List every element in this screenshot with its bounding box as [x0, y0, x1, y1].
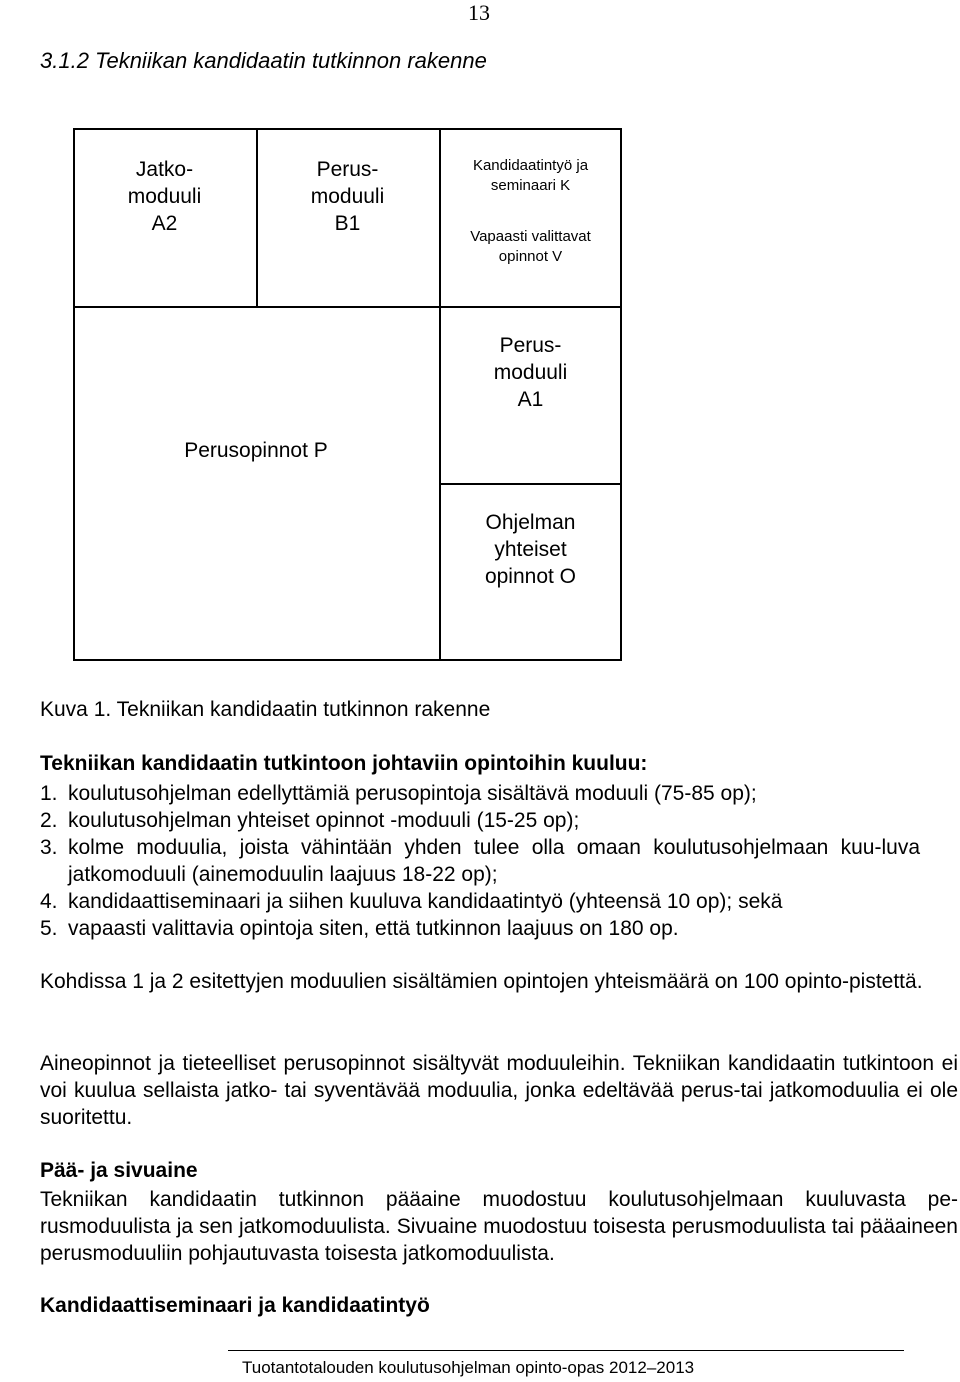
divider-right-kv — [439, 306, 622, 308]
figure-caption: Kuva 1. Tekniikan kandidaatin tutkinnon rakenne — [40, 698, 491, 721]
list-heading: Tekniikan kandidaatin tutkintoon johtaviin opintoihin kuuluu: — [40, 752, 648, 775]
section-heading: 3.1.2 Tekniikan kandidaatin tutkinnon rakenne — [40, 48, 487, 73]
paragraph-3: Tekniikan kandidaatin tutkinnon pääaine muodostuu koulutusohjelmaan kuuluvasta pe-rusmoduulista ja sen jatkomoduulista. Sivuaine muodostuu toisesta perusmoduulista tai pääaineen perusmoduuliin pohjautuvasta toisesta jatkomoduulista. — [40, 1188, 958, 1265]
vapaasti-valittavat-label: Vapaasti valittavat opinnot V — [470, 228, 591, 265]
ohjelman-yhteiset-label: Ohjelman yhteiset opinnot O — [484, 511, 577, 588]
perusmoduuli-b1-label: Perus- moduuli B1 — [310, 158, 385, 235]
subheading-kandidaattiseminaari: Kandidaattiseminaari ja kandidaatintyö — [40, 1294, 430, 1317]
divider-right-a1-o — [439, 483, 622, 485]
divider-top-band — [73, 306, 441, 308]
paragraph-2: Aineopinnot ja tieteelliset perusopinnot sisältyvät moduuleihin. Tekniikan kandidaatin tutkintoon ei voi kuulua sellaista jatko- tai syventävää moduulia, jonka edeltävää perus-tai jatkomoduulia ei ole suoritettu. — [40, 1052, 958, 1129]
footer-text: Tuotantotalouden koulutusohjelman opinto-opas 2012–2013 — [242, 1358, 695, 1377]
list-item: 3. kolme moduulia, joista vähintään yhden tulee olla omaan koulutusohjelmaan kuu-luva jatkomoduuli (ainemoduulin laajuus 18-22 op); — [40, 836, 920, 886]
list-item: 2. koulutusohjelman yhteiset opinnot -moduuli (15-25 op); — [40, 809, 580, 832]
subheading-paa-sivuaine: Pää- ja sivuaine — [40, 1159, 198, 1182]
paragraph-1: Kohdissa 1 ja 2 esitettyjen moduulien sisältämien opintojen yhteismäärä on 100 opinto-pistettä. — [40, 970, 923, 993]
perusmoduuli-a1-label: Perus- moduuli A1 — [493, 334, 568, 411]
list-item: 5. vapaasti valittavia opintoja siten, että tutkinnon laajuus on 180 op. — [40, 917, 679, 940]
perusopinnot-label: Perusopinnot P — [184, 439, 328, 462]
footer-rule — [228, 1350, 904, 1351]
page-number: 13 — [468, 0, 490, 25]
list-item: 1. koulutusohjelman edellyttämiä perusopintoja sisältävä moduuli (75-85 op); — [40, 782, 757, 805]
kandidaatintyo-label: Kandidaatintyö ja seminaari K — [472, 157, 589, 194]
degree-structure-diagram — [73, 128, 622, 661]
jatkomoduuli-a2-label: Jatko- moduuli A2 — [127, 158, 202, 235]
requirements-list — [40, 780, 920, 942]
list-item: 4. kandidaattiseminaari ja siihen kuuluva kandidaatintyö (yhteensä 10 op); sekä — [40, 890, 783, 913]
